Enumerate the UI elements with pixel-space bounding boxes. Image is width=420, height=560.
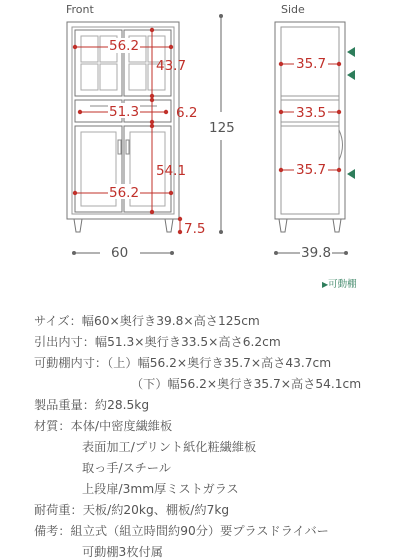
spec-shelves-included: 可動棚3枚付属 [82, 545, 163, 559]
spec-drawer-inner: 引出内寸：幅51.3×奥行き33.5×高さ6.2cm [34, 335, 281, 349]
shelf-marker-icon [347, 47, 355, 57]
spec-glass: 上段扉/3mm厚ミストガラス [82, 482, 239, 496]
dim-leg-height: 7.5 [184, 221, 206, 237]
dim-lower-height: 54.1 [156, 163, 187, 179]
side-front-leg [279, 219, 287, 232]
spec-material: 材質：本体/中密度繊維板 [34, 419, 173, 433]
dim-upper-width: 56.2 [109, 38, 140, 54]
dim-total-width: 60 [111, 245, 129, 261]
dim-side-upper-depth: 35.7 [296, 56, 327, 72]
spec-handle: 取っ手/スチール [82, 461, 171, 475]
dim-drawer-height: 6.2 [176, 105, 198, 121]
dim-upper-height: 43.7 [156, 58, 187, 74]
lower-right-handle [126, 140, 129, 154]
spec-surface: 表面加工/プリント紙化粧繊維板 [82, 440, 257, 454]
dim-total-height: 125 [209, 120, 235, 136]
spec-shelf-lower: （下）幅56.2×奥行き35.7×高さ54.1cm [131, 377, 362, 391]
shelf-marker-icon [347, 169, 355, 179]
glass-pane [81, 64, 98, 90]
overall-depth-line [274, 245, 348, 261]
side-back-leg [333, 219, 341, 232]
spec-notes: 備考：組立式（組立時間約90分）要プラスドライバー [34, 524, 329, 538]
movable-shelf-markers [347, 47, 355, 179]
overall-width-line [72, 245, 174, 261]
front-right-leg [165, 219, 173, 232]
legend-text: 可動棚 [328, 279, 357, 290]
glass-pane [100, 64, 117, 90]
spec-load: 耐荷重：天板/約20kg、棚板/約7kg [34, 503, 230, 517]
legend-triangle-icon: ▶ [322, 280, 329, 289]
lower-left-handle [118, 140, 121, 154]
side-label: Side [281, 3, 305, 16]
shelf-marker-icon [347, 70, 355, 80]
movable-shelf-legend [322, 276, 357, 290]
dim-drawer-width: 51.3 [109, 104, 140, 120]
glass-pane [129, 64, 146, 90]
glass-pane [81, 36, 98, 62]
dim-side-lower-depth: 35.7 [296, 162, 327, 178]
spec-shelf-upper: 可動棚内寸：（上）幅56.2×奥行き35.7×高さ43.7cm [34, 356, 332, 370]
front-left-leg [74, 219, 82, 232]
dim-lower-width: 56.2 [109, 185, 140, 201]
dim-side-drawer-depth: 33.5 [296, 105, 327, 121]
overall-height-line [209, 14, 235, 234]
spec-size: サイズ：幅60×奥行き39.8×高さ125cm [34, 314, 260, 328]
front-label: Front [66, 3, 94, 16]
dim-total-depth: 39.8 [301, 245, 332, 261]
side-door-handle [339, 130, 343, 160]
spec-weight: 製品重量：約28.5kg [34, 398, 150, 412]
